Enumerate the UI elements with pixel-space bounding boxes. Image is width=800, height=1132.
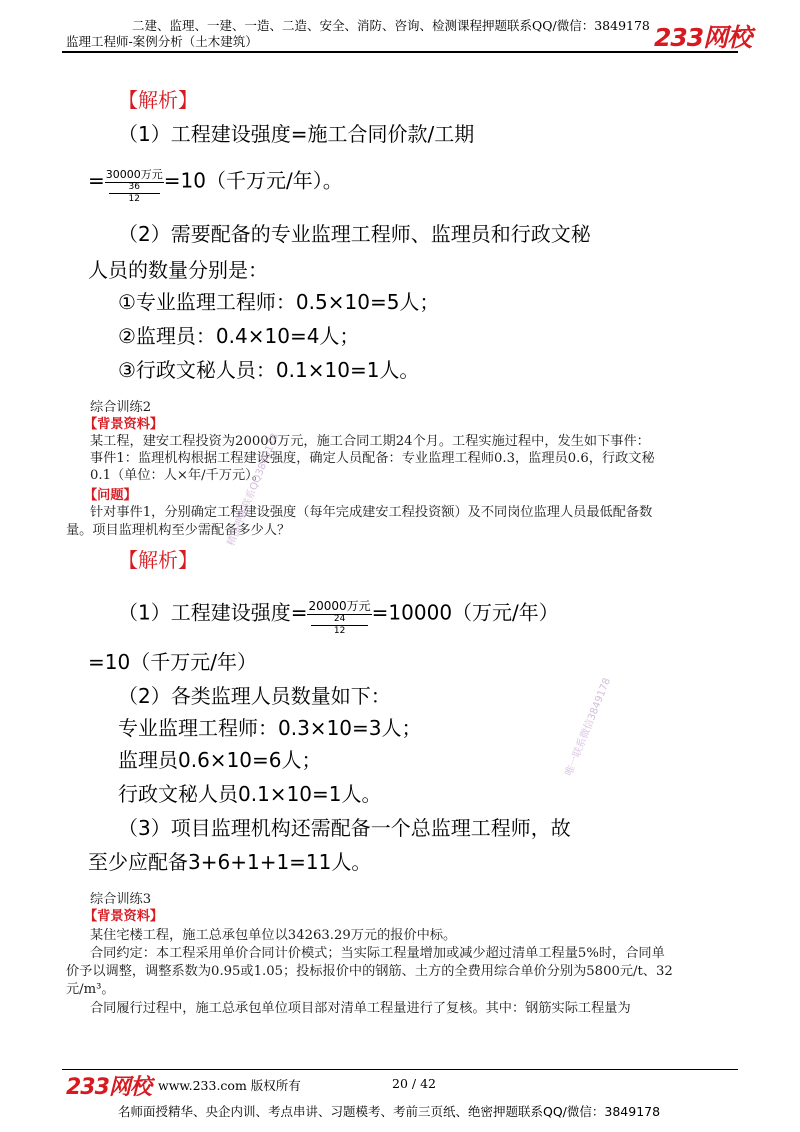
footer-logo: 233网校 — [66, 1075, 151, 1100]
part1-item3: ③行政文秘人员：0.1×10=1人。 — [118, 358, 420, 382]
exercise3-l1: 某住宅楼工程，施工总承包单位以34263.29万元的报价中标。 — [90, 928, 457, 943]
eq-fraction — [105, 160, 164, 204]
exercise2-a-line4a: （3）项目监理机构还需配备一个总监理工程师，故 — [118, 816, 571, 840]
part1-item2: ②监理员：0.4×10=4人； — [118, 324, 360, 348]
eq-numerator: 30000万元 — [105, 168, 163, 181]
header-courses: 二建、监理、一建、一造、二造、安全、消防、咨询、检测课程押题联系QQ/微信：3849178 — [132, 18, 650, 33]
exercise2-bg2: 事件1：监理机构根据工程建设强度，确定人员配备：专业监理工程师0.3，监理员0.6，行政文秘 — [90, 451, 655, 466]
analysis-tag-1: 【解析】 — [118, 88, 198, 112]
answer-eq-prefix: （1）工程建设强度= — [118, 600, 308, 625]
watermark-text: 精品押题联系QQ3849178 — [225, 431, 281, 548]
exercise2-bg3: 0.1（单位：人×年/千万元）。 — [90, 468, 265, 483]
watermark-text: 唯一联系微信3849178 — [563, 676, 614, 778]
exercise2-title: 综合训练2 — [90, 400, 152, 415]
part1-equation — [88, 160, 343, 204]
exercise2-a-item3: 行政文秘人员0.1×10=1人。 — [118, 782, 382, 806]
exercise2-a-line2: =10（千万元/年） — [88, 650, 257, 674]
exercise3-bg-tag: 【背景资料】 — [84, 909, 164, 924]
eq-suffix: =10（千万元/年）。 — [163, 168, 343, 193]
exercise3-title: 综合训练3 — [90, 892, 152, 907]
exercise2-q2: 量。项目监理机构至少需配备多少人？ — [66, 523, 291, 538]
exercise3-l5: 合同履行过程中，施工总承包单位项目部对清单工程量进行了复核。其中：钢筋实际工程量为 — [90, 1001, 631, 1016]
header-subtitle: 监理工程师-案例分析（土木建筑） — [66, 34, 258, 49]
answer-eq-suffix: =10000（万元/年） — [371, 600, 559, 625]
eq-den-num: 36 — [109, 183, 160, 194]
footer-rule — [62, 1069, 738, 1070]
exercise2-bg-tag: 【背景资料】 — [84, 417, 164, 432]
page-number: 20 / 42 — [392, 1076, 436, 1091]
exercise2-a-line3: （2）各类监理人员数量如下： — [118, 684, 391, 708]
exercise2-a-item1: 专业监理工程师：0.3×10=3人； — [118, 716, 422, 740]
footer-promo: 名师面授精华、央企内训、考点串讲、习题模考、考前三页纸、绝密押题联系QQ/微信：3849178 — [118, 1104, 661, 1119]
answer-eq-fraction — [307, 592, 371, 636]
exercise3-l3: 价予以调整，调整系数为0.95或1.05；投标报价中的钢筋、土方的全费用综合单价分别为5800元/t、32 — [66, 964, 673, 979]
analysis-tag-2: 【解析】 — [118, 548, 198, 572]
part1-line2b: 人员的数量分别是： — [88, 258, 268, 282]
header-logo: 233网校 — [654, 23, 752, 52]
exercise2-q1: 针对事件1，分别确定工程建设强度（每年完成建安工程投资额）及不同岗位监理人员最低配备数 — [90, 505, 653, 520]
exercise2-a-line4b: 至少应配备3+6+1+1=11人。 — [88, 850, 372, 874]
part1-line2a: （2）需要配备的专业监理工程师、监理员和行政文秘 — [118, 222, 591, 246]
answer-eq-den-num: 24 — [311, 615, 367, 626]
eq-prefix: = — [88, 168, 105, 193]
exercise3-l4: 元/m³。 — [66, 982, 115, 997]
header-rule — [62, 51, 738, 53]
footer-site: www.233.com 版权所有 — [158, 1078, 301, 1093]
exercise2-question-tag: 【问题】 — [84, 488, 137, 503]
part1-line1: （1）工程建设强度=施工合同价款/工期 — [118, 122, 475, 146]
part1-item1: ①专业监理工程师：0.5×10=5人； — [118, 290, 440, 314]
exercise2-bg1: 某工程，建安工程投资为20000万元，施工合同工期24个月。工程实施过程中，发生如下事件： — [90, 434, 650, 449]
answer-eq-numerator: 20000万元 — [308, 599, 371, 613]
answer-eq-den-den: 12 — [333, 626, 346, 636]
exercise2-a-item2: 监理员0.6×10=6人； — [118, 748, 322, 772]
exercise3-l2: 合同约定：本工程采用单价合同计价模式；当实际工程量增加或减少超过清单工程量5%时，合同单 — [90, 946, 665, 961]
exercise2-answer-equation — [118, 592, 559, 636]
eq-den-den: 12 — [128, 194, 140, 204]
